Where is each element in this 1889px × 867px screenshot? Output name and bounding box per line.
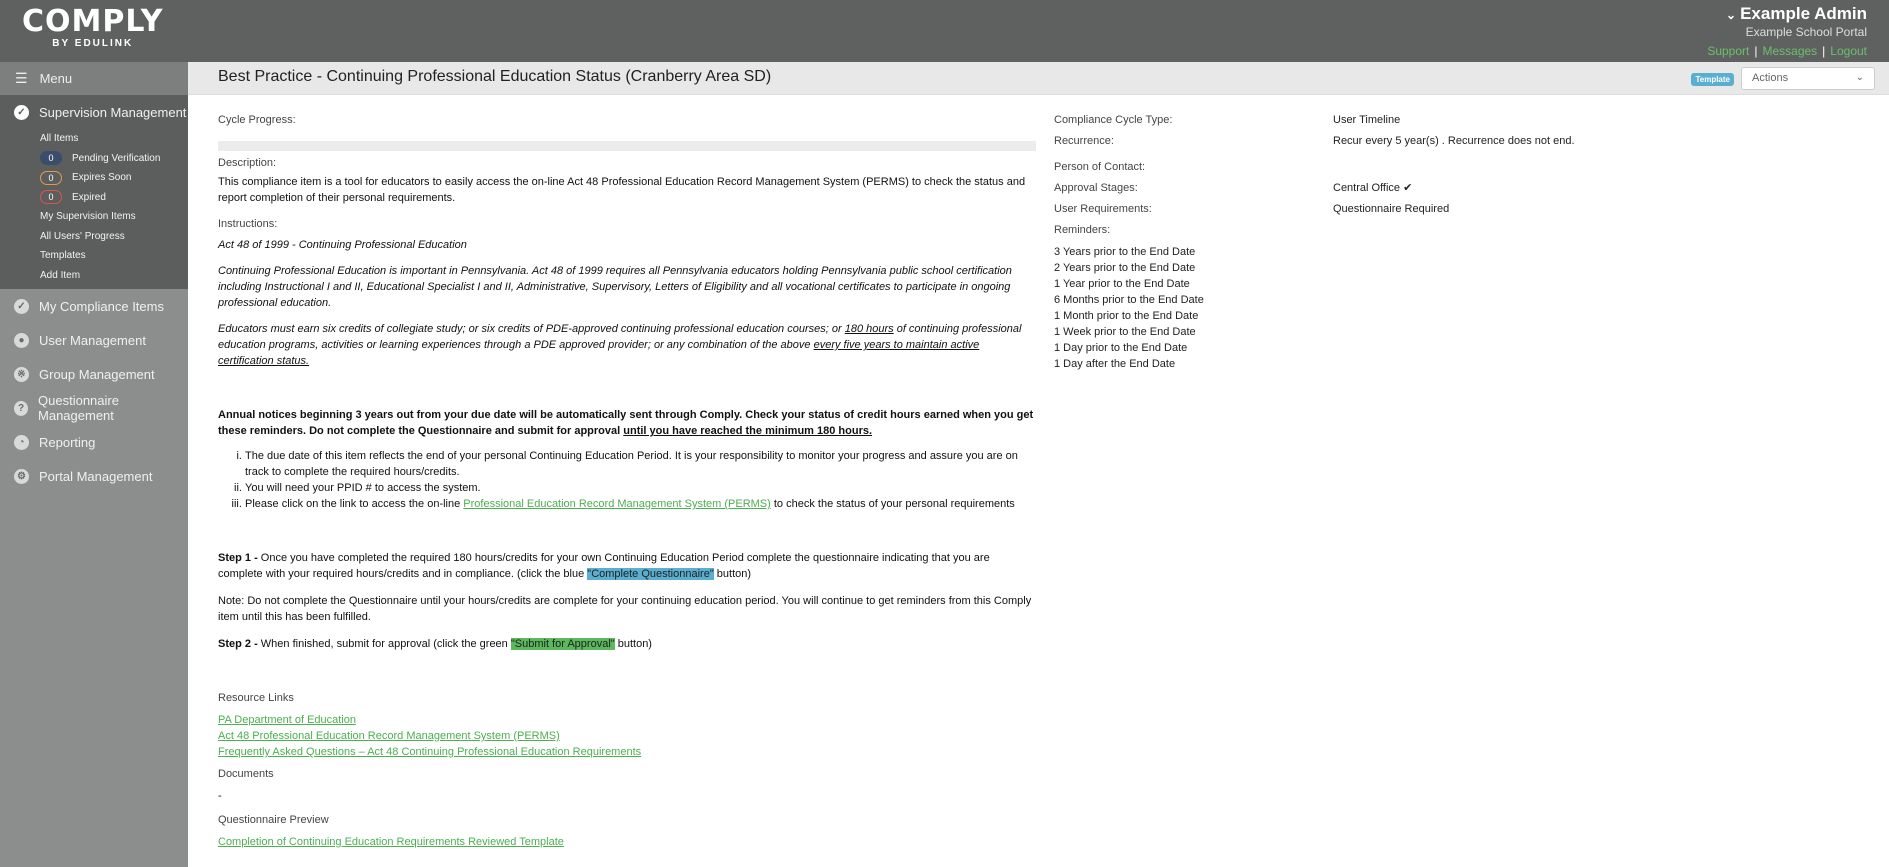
text: to check the status of your personal requirements: [770, 498, 1015, 510]
annual-notice: [218, 407, 1036, 439]
check-circle-icon: ✔: [1403, 182, 1413, 194]
separator: |: [1822, 44, 1826, 58]
question-icon: ?: [14, 401, 28, 416]
compliance-info-panel: [1054, 112, 1575, 372]
sidebar-subitem-templates[interactable]: Templates: [40, 250, 86, 261]
resource-link[interactable]: Act 48 Professional Education Record Management System (PERMS): [218, 730, 560, 742]
sidebar-item-reporting[interactable]: [0, 425, 188, 459]
sidebar-item-supervision-management[interactable]: [0, 95, 188, 129]
reminder-item: 2 Years prior to the End Date: [1054, 262, 1196, 274]
menu-toggle[interactable]: [0, 62, 188, 95]
questionnaire-preview-label: Questionnaire Preview: [218, 814, 329, 826]
reminder-item: 1 Day prior to the End Date: [1054, 342, 1188, 354]
sidebar-item-user-management[interactable]: [0, 323, 188, 357]
text: Please click on the link to access the on-line: [245, 498, 464, 510]
instruction-list: [245, 448, 1036, 512]
complete-questionnaire-highlight: "Complete Questionnaire": [587, 568, 714, 580]
resource-links-list: [218, 712, 1036, 760]
list-item: i. The due date of this item reflects the end of your personal Continuing Education Period. It is your responsibility to monitor your progress and assure you are on track to complete the required hours/credits.: [245, 448, 1036, 480]
sidebar-item-label: Supervision Management: [39, 104, 187, 120]
sidebar-subitem-all-items[interactable]: All Items: [40, 133, 79, 144]
recurrence-row: [1054, 133, 1575, 154]
cycle-type-row: [1054, 112, 1401, 133]
sidebar-subitem-expired[interactable]: [0, 188, 188, 208]
actions-dropdown[interactable]: [1741, 67, 1875, 90]
user-requirements-value: Questionnaire Required: [1333, 203, 1450, 215]
text: of continuing professional education programs, activities or learning experiences through a PDE approved provider; or any combination of the above: [218, 323, 1022, 351]
support-link[interactable]: Support: [1707, 44, 1750, 58]
portal-name: Example School Portal: [1745, 25, 1867, 39]
sidebar-subitem-add-item[interactable]: Add Item: [40, 269, 81, 281]
sidebar-item-label: Questionnaire Management: [38, 393, 119, 423]
text: Once you have completed the required 180 hours/credits for your own Continuing Education Period complete the questionnaire indicating that you are complete with your required hours/credits and in compliance. (click the blue: [218, 552, 990, 580]
approval-stages-value: [1333, 180, 1412, 196]
menu-label: Menu: [39, 71, 73, 86]
text: When finished, submit for approval (click the green: [257, 638, 511, 650]
count-badge: 0: [40, 151, 62, 165]
cycle-progress-label: Cycle Progress:: [218, 114, 296, 126]
list-icon: ☰: [15, 70, 28, 86]
sidebar-item-questionnaire-management[interactable]: [0, 391, 188, 425]
sidebar-item-label: User Management: [39, 332, 146, 348]
count-badge: 0: [40, 190, 62, 204]
submit-approval-highlight: "Submit for Approval": [510, 638, 615, 650]
questionnaire-preview-link[interactable]: Completion of Continuing Education Requirements Reviewed Template: [218, 836, 564, 848]
reminders-label: Reminders:: [1054, 224, 1111, 236]
sidebar-item-label: Portal Management: [39, 468, 153, 484]
reminder-item: 1 Month prior to the End Date: [1054, 310, 1199, 322]
text: Educators must earn six credits of collegiate study; or six credits of PDE-approved continuing professional education courses; or: [218, 323, 845, 335]
user-icon: ●: [14, 333, 29, 348]
page-title: Best Practice - Continuing Professional Education Status (Cranberry Area SD): [218, 68, 772, 85]
text: Annual notices beginning 3 years out from your due date will be automatically sent through Comply. Check your status of credit hours earned when you get these reminders. Do not complete the Questionnaire and submit for approval: [218, 409, 1034, 437]
user-area: [1707, 4, 1867, 58]
reminder-item: 1 Year prior to the End Date: [1054, 278, 1190, 290]
sidebar-item-label: My Compliance Items: [39, 298, 164, 314]
sidebar-item-my-compliance-items[interactable]: [0, 289, 188, 323]
stage-name: Central Office: [1333, 182, 1401, 194]
recurrence-value: Recur every 5 year(s) . Recurrence does not end.: [1333, 135, 1575, 147]
sidebar-item-label: Group Management: [39, 366, 155, 382]
supervision-section: [0, 95, 188, 289]
description-text: This compliance item is a tool for educators to easily access the on-line Act 48 Professional Education Record Management System (PERMS) to check the status and report completion of their personal requirements.: [218, 176, 1026, 204]
separator: |: [1754, 44, 1758, 58]
sidebar-item-group-management[interactable]: [0, 357, 188, 391]
instructions-label: Instructions:: [218, 218, 278, 230]
text: button): [614, 638, 652, 650]
user-requirements-label: User Requirements:: [1054, 203, 1152, 215]
reminder-item: 3 Years prior to the End Date: [1054, 246, 1196, 258]
reminders-row: [1054, 222, 1204, 243]
count-badge: 0: [40, 171, 62, 185]
perms-link[interactable]: Professional Education Record Management System (PERMS): [463, 498, 771, 510]
logout-link[interactable]: Logout: [1830, 44, 1867, 58]
user-links: [1707, 44, 1867, 58]
approval-stages-row: [1054, 180, 1413, 201]
sidebar-item-portal-management[interactable]: [0, 459, 188, 493]
documents-value: -: [218, 790, 222, 802]
step-1: [218, 550, 1036, 582]
sidebar: [0, 62, 188, 867]
sidebar-subitem-label: Expired: [72, 191, 106, 203]
list-item: ii. You will need your PPID # to access the system.: [245, 480, 1036, 496]
reminder-item: 1 Week prior to the End Date: [1054, 326, 1196, 338]
text: button): [713, 568, 752, 580]
reminder-item: 6 Months prior to the End Date: [1054, 294, 1204, 306]
list-item: [245, 496, 1036, 512]
sidebar-subitem-all-users-progress[interactable]: All Users' Progress: [40, 230, 125, 242]
chevron-down-icon: ⌄: [1726, 8, 1737, 22]
template-badge: Template: [1691, 73, 1734, 86]
user-requirements-row: [1054, 201, 1450, 222]
check-circle-icon: ✓: [14, 105, 29, 120]
contact-label: Person of Contact:: [1054, 161, 1146, 173]
page-title-bar: [188, 62, 1889, 95]
documents-label: Documents: [218, 768, 274, 780]
messages-link[interactable]: Messages: [1762, 44, 1818, 58]
step-2: [218, 636, 1036, 652]
resource-links-label: Resource Links: [218, 692, 294, 704]
sidebar-subitem-label: Expires Soon: [72, 172, 132, 183]
gauge-icon: ◔: [14, 435, 29, 450]
description-label: Description:: [218, 157, 277, 169]
logo-wordmark: COMPLY: [22, 4, 164, 39]
sidebar-item-label: Reporting: [39, 434, 96, 450]
cycle-progress-bar: [218, 141, 1036, 151]
user-name: Example Admin: [1740, 4, 1867, 23]
instructions-paragraph-1: Continuing Professional Education is important in Pennsylvania. Act 48 of 1999 requires all Pennsylvania educators holding Pennsylvania public school certification including Instructional I and II, Educational Specialist I and II, Administrative, Supervisory, Letters of Eligibility and all vocational certificates to participate in ongoing professional education.: [218, 265, 1012, 309]
contact-row: [1054, 159, 1204, 180]
user-menu[interactable]: [1707, 4, 1867, 24]
reminders-list: [1054, 244, 1204, 372]
step-1-label: Step 1 -: [218, 552, 258, 564]
gear-icon: ⚙: [14, 469, 29, 484]
sidebar-subitem-my-supervision-items[interactable]: My Supervision Items: [40, 211, 136, 222]
resource-link[interactable]: Frequently Asked Questions – Act 48 Continuing Professional Education Requirements: [218, 746, 642, 758]
cycle-type-value: User Timeline: [1333, 114, 1401, 126]
resource-link[interactable]: PA Department of Education: [218, 714, 356, 726]
approval-stages-label: Approval Stages:: [1054, 182, 1138, 194]
reminder-item: 1 Day after the End Date: [1054, 358, 1176, 370]
step-2-label: Step 2 -: [218, 638, 258, 650]
actions-label: Actions: [1752, 72, 1789, 84]
sidebar-subitem-pending-verification[interactable]: [0, 149, 188, 169]
chevron-down-icon: ⌄: [1855, 72, 1864, 83]
underlined-text: 180 hours: [844, 323, 894, 335]
top-header: [0, 0, 1889, 62]
sidebar-subitem-label: Pending Verification: [72, 152, 161, 164]
cycle-type-label: Compliance Cycle Type:: [1054, 114, 1173, 126]
underlined-text: until you have reached the minimum 180 hours.: [623, 425, 873, 437]
main-content: [218, 112, 1036, 850]
logo-subtitle: BY EDULINK: [52, 38, 134, 49]
underlined-text: every five years to maintain active certification status.: [218, 339, 980, 367]
comply-logo[interactable]: [22, 6, 164, 49]
instructions-paragraph-2: [218, 321, 1036, 369]
instructions-title: Act 48 of 1999 - Continuing Professional Education: [218, 239, 467, 251]
group-icon: ※: [14, 367, 29, 382]
sidebar-subitem-expires-soon[interactable]: [0, 168, 188, 188]
recurrence-label: Recurrence:: [1054, 135, 1114, 147]
note-text: Note: Do not complete the Questionnaire until your hours/credits are complete for your continuing education period. You will continue to get reminders from this Comply item until this has been fulfilled.: [218, 595, 1032, 623]
check-circle-icon: ✓: [14, 299, 29, 314]
